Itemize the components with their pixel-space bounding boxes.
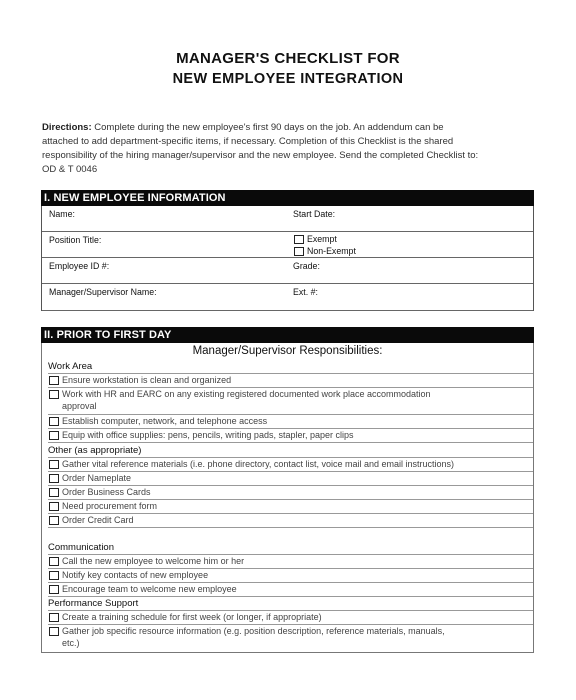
checkbox[interactable]: [49, 376, 59, 385]
group-title-other: Other (as appropriate): [48, 445, 142, 456]
checkbox[interactable]: [49, 460, 59, 469]
group-title-work-area: Work Area: [48, 361, 93, 372]
checkbox[interactable]: [49, 502, 59, 511]
checkbox[interactable]: [49, 488, 59, 497]
ext-label: Ext. #:: [293, 287, 318, 297]
group-title-performance-support: Performance Support: [48, 598, 139, 609]
checklist-item[interactable]: Call the new employee to welcome him or her: [48, 555, 533, 569]
name-label: Name:: [49, 209, 75, 219]
checkbox[interactable]: [49, 474, 59, 483]
checklist-item[interactable]: Work with HR and EARC on any existing registered documented work place accommodation approval: [48, 388, 533, 415]
info-row-employee-id: [42, 258, 533, 284]
group-title-communication: Communication: [48, 542, 114, 553]
checkbox[interactable]: [49, 417, 59, 426]
checklist-item[interactable]: Gather job specific resource information (e.g. position description, reference materials, manuals, etc.): [48, 625, 533, 651]
checklist-item[interactable]: Equip with office supplies: pens, pencils, writing pads, stapler, paper clips: [48, 429, 533, 443]
checkbox[interactable]: [49, 627, 59, 636]
employee-id-label: Employee ID #:: [49, 261, 110, 271]
checklist-item[interactable]: Establish computer, network, and telephone access: [48, 415, 533, 429]
exempt-option[interactable]: [294, 234, 337, 244]
checkbox[interactable]: [49, 571, 59, 580]
checklist-item[interactable]: Order Credit Card: [48, 514, 533, 528]
checkbox[interactable]: [49, 431, 59, 440]
directions-lead: Directions:: [42, 122, 92, 133]
start-date-label: Start Date:: [293, 209, 336, 219]
checkbox[interactable]: [49, 613, 59, 622]
info-row-name: [42, 206, 533, 232]
checklist-item[interactable]: Need procurement form: [48, 500, 533, 514]
checklist-item[interactable]: Create a training schedule for first week (or longer, if appropriate): [48, 611, 533, 625]
checklist-item[interactable]: Order Nameplate: [48, 472, 533, 486]
checkbox[interactable]: [49, 516, 59, 525]
checkbox[interactable]: [49, 585, 59, 594]
checkbox[interactable]: [49, 390, 59, 399]
non-exempt-label: Non-Exempt: [307, 246, 356, 256]
position-title-label: Position Title:: [49, 235, 102, 245]
exempt-label: Exempt: [307, 234, 337, 244]
directions-line1: Complete during the new employee's first 90 days on the job. An addendum can be: [94, 122, 444, 133]
manager-name-label: Manager/Supervisor Name:: [49, 287, 157, 297]
checklist-item[interactable]: Order Business Cards: [48, 486, 533, 500]
responsibilities-heading: Manager/Supervisor Responsibilities:: [192, 345, 383, 357]
info-row-position: [42, 232, 533, 258]
grade-label: Grade:: [293, 261, 320, 271]
non-exempt-option[interactable]: [294, 246, 356, 256]
directions-line2: attached to add department-specific items, if necessary. Completion of this Checklist is the shared: [42, 136, 454, 147]
section-header-employee-info: I. NEW EMPLOYEE INFORMATION: [41, 190, 534, 206]
checklist-item[interactable]: Gather vital reference materials (i.e. phone directory, contact list, voice mail and email instructions): [48, 458, 533, 472]
info-row-manager: [42, 284, 533, 311]
directions-paragraph: [42, 121, 536, 177]
document-title-line2: NEW EMPLOYEE INTEGRATION: [172, 71, 404, 87]
exempt-checkbox[interactable]: [294, 235, 304, 244]
section-header-prior-first-day: II. PRIOR TO FIRST DAY: [41, 327, 534, 343]
employee-info-table: [41, 206, 534, 311]
checklist-item[interactable]: Ensure workstation is clean and organized: [48, 374, 533, 388]
directions-line3: responsibility of the hiring manager/supervisor and the new employee. Send the completed Checklist to:: [42, 150, 479, 161]
document-title-line1: MANAGER'S CHECKLIST FOR: [176, 50, 400, 67]
checklist-item[interactable]: Notify key contacts of new employee: [48, 569, 533, 583]
checkbox[interactable]: [49, 557, 59, 566]
directions-line4: OD & T 0046: [42, 164, 98, 175]
checklist-item[interactable]: Encourage team to welcome new employee: [48, 583, 533, 597]
non-exempt-checkbox[interactable]: [294, 247, 304, 256]
